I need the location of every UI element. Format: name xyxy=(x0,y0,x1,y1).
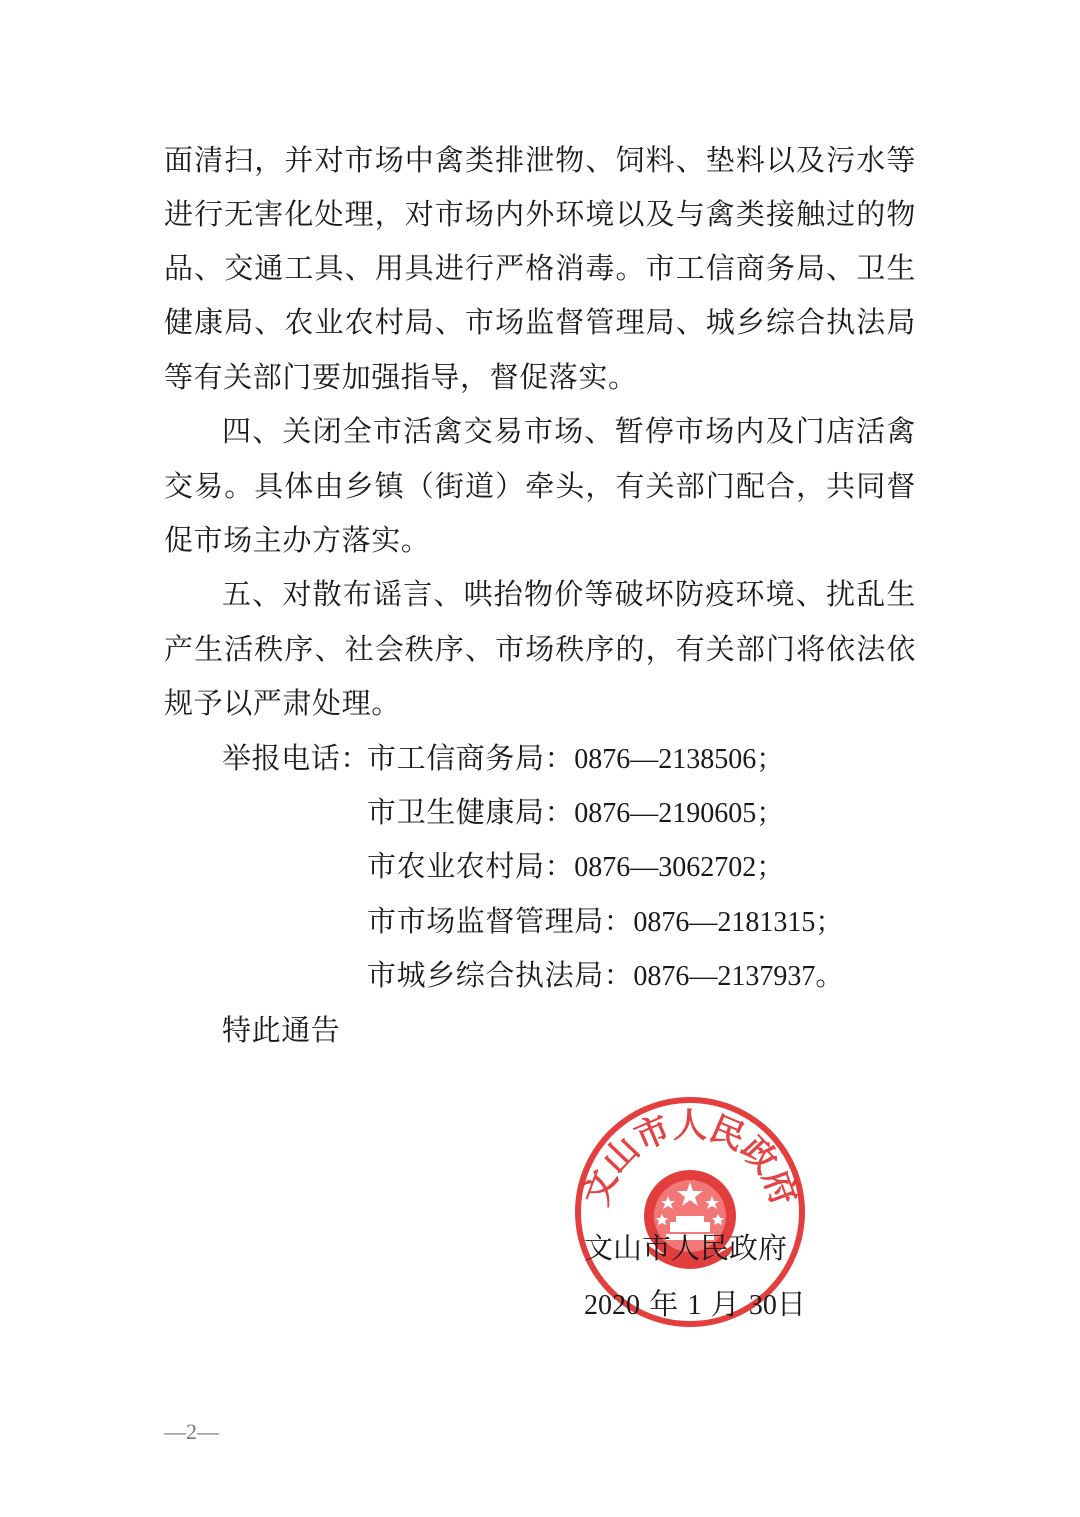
hotline-dept: 市城乡综合执法局： xyxy=(367,958,634,992)
body-line-2: 进行无害化处理，对市场内外环境以及与禽类接触过的物 xyxy=(164,197,916,231)
hotline-dept: 市工信商务局： xyxy=(367,741,575,775)
section-four-line-1: 四、关闭全市活禽交易市场、暂停市场内及门店活禽 xyxy=(222,414,916,448)
body-line-1: 面清扫，并对市场中禽类排泄物、饲料、垫料以及污水等 xyxy=(164,143,916,177)
hotline-phone: 0876—2190605； xyxy=(574,798,785,829)
hotline-item xyxy=(367,901,843,943)
date-day: 30 xyxy=(748,1290,777,1321)
hotline-dept: 市市场监督管理局： xyxy=(367,904,634,938)
hotline-label: 举报电话： xyxy=(222,741,371,775)
hotline-dept: 市农业农村局： xyxy=(367,849,575,883)
hotline-item xyxy=(367,792,784,834)
hotline-dept: 市卫生健康局： xyxy=(367,795,575,829)
signature-org: 文山市人民政府 xyxy=(584,1231,788,1265)
closing-text: 特此通告 xyxy=(222,1013,341,1047)
hotline-phone: 0876—2137937。 xyxy=(633,961,844,992)
body-line-4: 健康局、农业农村局、市场监督管理局、城乡综合执法局 xyxy=(164,305,916,339)
date-day-unit: 日 xyxy=(776,1287,806,1321)
hotline-phone: 0876—2138506； xyxy=(574,744,785,775)
section-five-line-3: 规予以严肃处理。 xyxy=(164,686,401,720)
hotline-phone: 0876—2181315； xyxy=(633,907,844,938)
hotline-item xyxy=(367,738,784,780)
date-month: 1 xyxy=(687,1290,702,1321)
body-line-3: 品、交通工具、用具进行严格消毒。市工信商务局、卫生 xyxy=(164,251,916,285)
section-four-line-2: 交易。具体由乡镇（街道）牵头，有关部门配合，共同督 xyxy=(164,469,916,503)
hotline-phone: 0876—3062702； xyxy=(574,852,785,883)
issue-date xyxy=(584,1284,806,1326)
seal-text: 文山市人民政府 xyxy=(576,1105,804,1211)
section-five-line-2: 产生活秩序、社会秩序、市场秩序的，有关部门将依法依 xyxy=(164,632,916,666)
date-year: 2020 xyxy=(584,1290,640,1321)
section-four-line-3: 促市场主办方落实。 xyxy=(164,523,431,557)
page-number: —2— xyxy=(164,1419,219,1444)
date-year-unit: 年 xyxy=(649,1287,679,1321)
body-line-5: 等有关部门要加强指导，督促落实。 xyxy=(164,360,638,394)
date-month-unit: 月 xyxy=(710,1287,740,1321)
section-five-line-1: 五、对散布谣言、哄抬物价等破坏防疫环境、扰乱生 xyxy=(222,577,916,611)
hotline-item xyxy=(367,846,784,888)
hotline-item xyxy=(367,955,843,997)
